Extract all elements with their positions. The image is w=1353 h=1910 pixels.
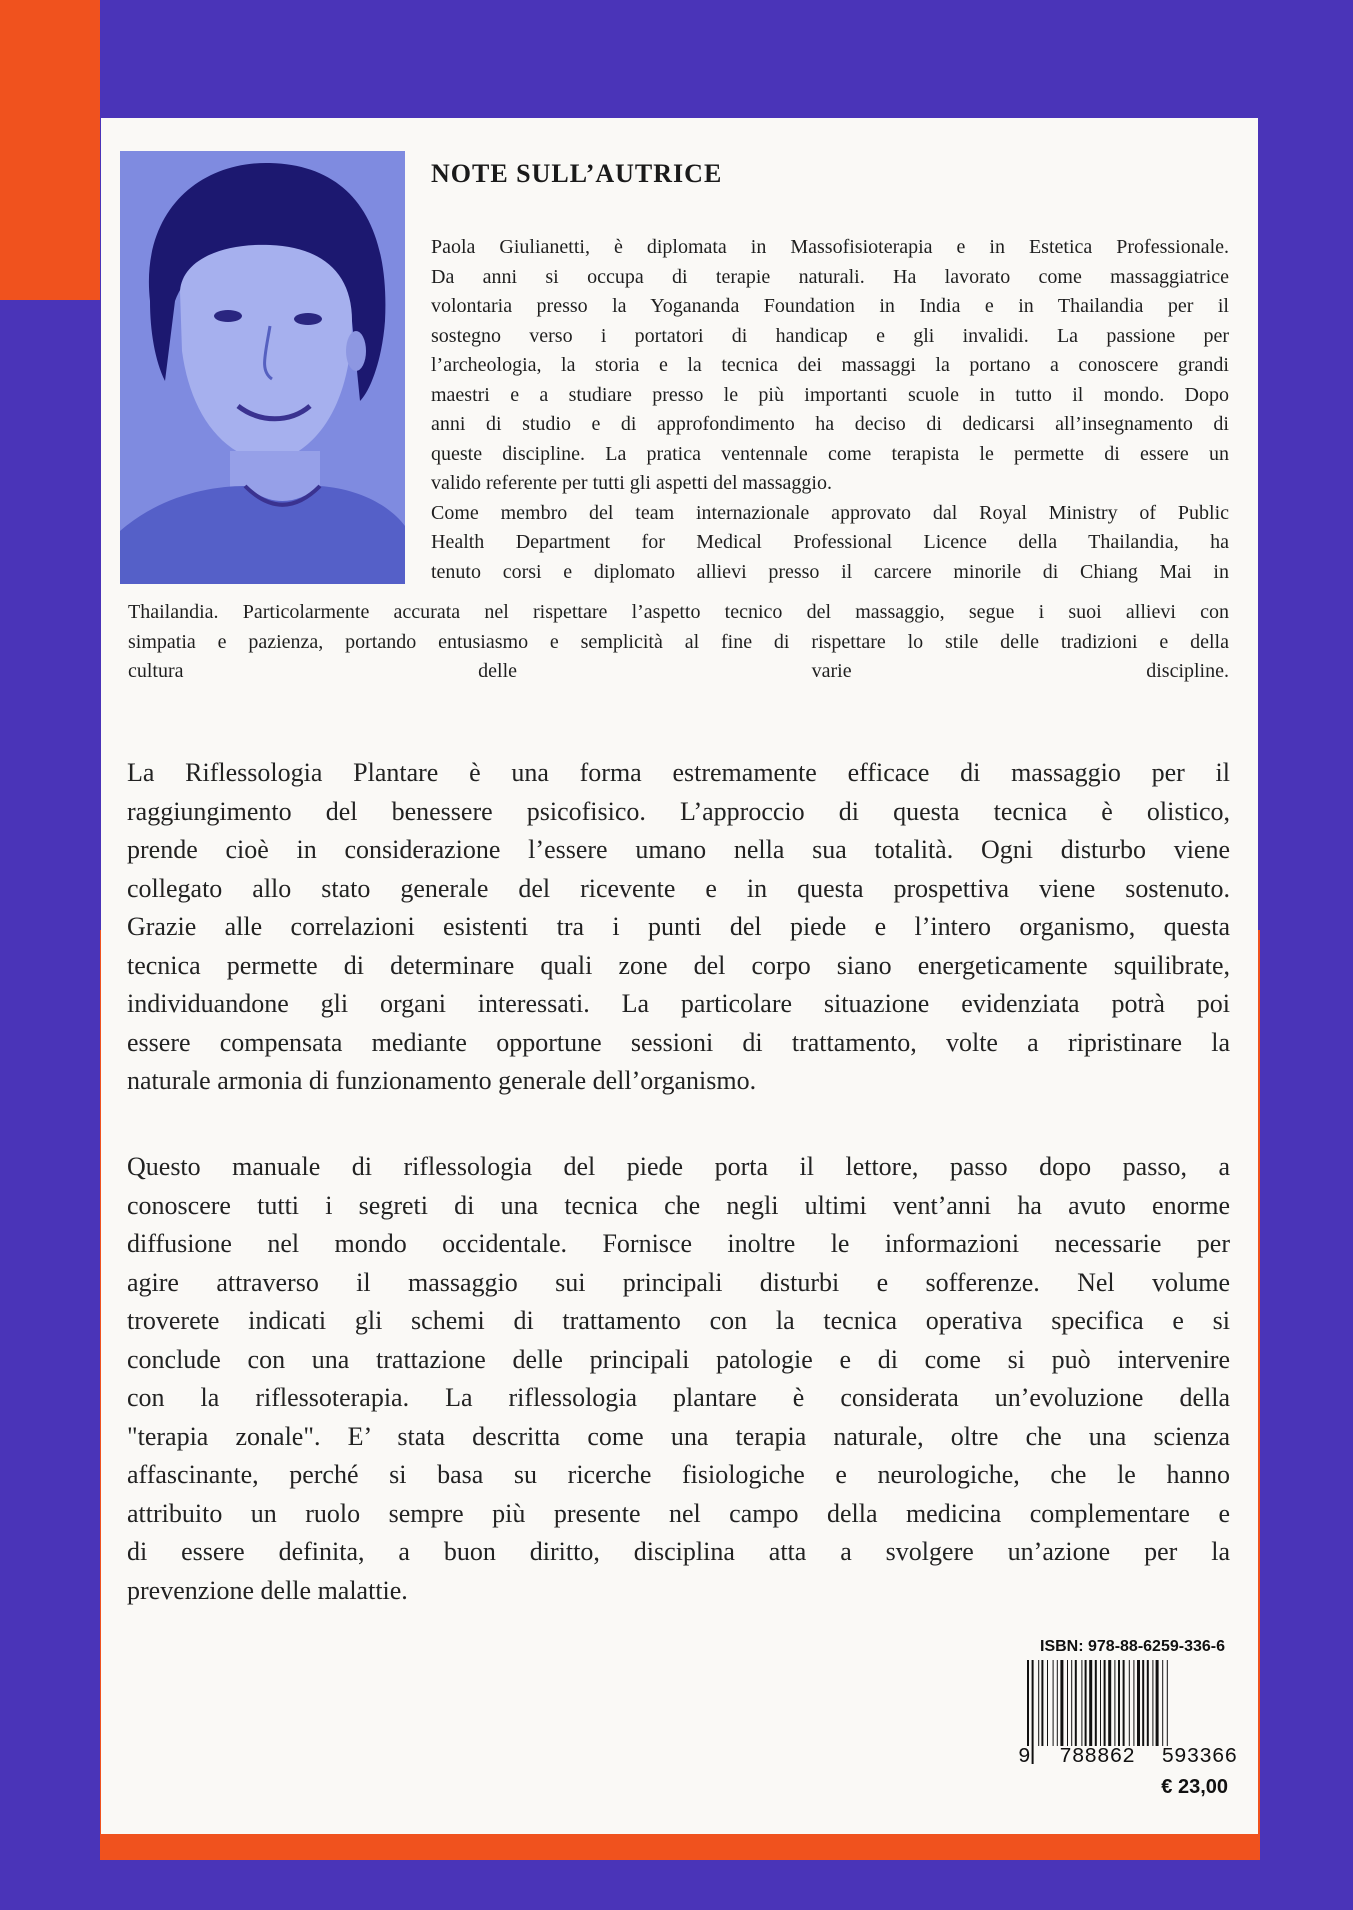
description-paragraph-2 — [127, 1148, 1230, 1610]
bio-line: Come membro del team internazionale approvato dal Royal Ministry of Public — [431, 501, 1229, 524]
paragraph-line: con la riflessoterapia. La riflessologia plantare è considerata un’evoluzione della — [127, 1383, 1230, 1412]
isbn-label: ISBN: 978-88-6259-336-6 — [1040, 1638, 1225, 1655]
paragraph-line: di essere definita, a buon diritto, disciplina atta a svolgere un’azione per la — [127, 1537, 1230, 1566]
bio-line: Thailandia. Particolarmente accurata nel rispettare l’aspetto tecnico del massaggio, segue i suoi allievi con — [128, 601, 1229, 623]
paragraph-line: troverete indicati gli schemi di trattamento con la tecnica operativa specifica e si — [127, 1306, 1230, 1335]
barcode-bar — [1137, 1660, 1140, 1746]
barcode-bar — [1067, 1660, 1068, 1746]
barcode-bar — [1104, 1660, 1106, 1746]
barcode-bar — [1129, 1660, 1130, 1746]
paragraph-line: conclude con una trattazione delle principali patologie e di come si può intervenire — [127, 1344, 1230, 1374]
author-note-heading: NOTE SULL’AUTRICE — [431, 159, 723, 188]
barcode-bar — [1057, 1660, 1058, 1746]
barcode-bar — [1123, 1660, 1125, 1746]
barcode-bar — [1085, 1660, 1087, 1746]
paragraph-line: conoscere tutti i segreti di una tecnica che negli ultimi vent’anni ha avuto enorme — [127, 1190, 1230, 1220]
barcode-bar — [1152, 1660, 1153, 1746]
bio-line: volontaria presso la Yogananda Foundation in India e in Thailandia per il — [431, 295, 1229, 317]
barcode-bar — [1047, 1660, 1048, 1746]
bio-line: queste discipline. La pratica ventennale come terapista le permette di essere un — [431, 442, 1229, 465]
bio-line: valido referente per tutti gli aspetti del massaggio. — [431, 472, 832, 494]
barcode-bar — [1053, 1660, 1054, 1746]
paragraph-line: Grazie alle correlazioni esistenti tra i punti del piede e l’intero organismo, questa — [127, 912, 1230, 941]
barcode-bar — [1089, 1660, 1092, 1746]
bio-line: tenuto corsi e diplomato allievi presso il carcere minorile di Chiang Mai in — [431, 560, 1229, 583]
barcode-bar — [1114, 1660, 1115, 1746]
barcode-bar — [1118, 1660, 1120, 1746]
bio-line: Da anni si occupa di terapie naturali. Ha lavorato come massaggiatrice — [431, 265, 1229, 288]
paragraph-line: affascinante, perché si basa su ricerche fisiologiche e neurologiche, che le hanno — [127, 1460, 1230, 1489]
bio-line: cultura delle varie discipline. — [128, 660, 1229, 682]
barcode-bar — [1108, 1660, 1111, 1746]
author-bio-full-width — [128, 598, 1229, 687]
paragraph-line: raggiungimento del benessere psicofisico. L’approccio di questa tecnica è olistico, — [127, 796, 1230, 826]
paragraph-line: Questo manuale di riflessologia del piede porta il lettore, passo dopo passo, a — [127, 1152, 1230, 1181]
description-paragraph-1 — [127, 754, 1230, 1101]
barcode-digits — [1018, 1746, 1238, 1769]
bio-line: anni di studio e di approfondimento ha deciso di dedicarsi all’insegnamento di — [431, 413, 1229, 435]
barcode-bar — [1071, 1660, 1072, 1746]
bio-line: sostegno verso i portatori di handicap e gli invalidi. La passione per — [431, 324, 1229, 347]
paragraph-line: attribuito un ruolo sempre più presente nel campo della medicina complementare e — [127, 1498, 1230, 1528]
price-label: € 23,00 — [1161, 1776, 1228, 1798]
paragraph-line: diffusione nel mondo occidentale. Fornisce inoltre le informazioni necessarie per — [127, 1229, 1230, 1258]
author-bio-beside-photo — [431, 233, 1229, 587]
barcode-digit-group-1: 788862 — [1059, 1746, 1135, 1769]
author-photo — [120, 151, 405, 584]
paragraph-line: essere compensata mediante opportune sessioni di trattamento, volte a ripristinare la — [127, 1027, 1230, 1057]
paragraph-line: prende cioè in considerazione l’essere umano nella sua totalità. Ogni disturbo viene — [127, 835, 1230, 864]
barcode-bar — [1162, 1660, 1163, 1746]
paragraph-line: naturale armonia di funzionamento generale dell’organismo. — [127, 1066, 757, 1095]
paragraph-line: agire attraverso il massaggio sui principali disturbi e sofferenze. Nel volume — [127, 1267, 1230, 1297]
barcode-digit-group-2: 593366 — [1161, 1746, 1238, 1769]
barcode-bar — [1060, 1660, 1063, 1746]
paragraph-line: "terapia zonale". E’ stata descritta come una terapia naturale, oltre che una scienza — [127, 1421, 1230, 1451]
paragraph-line: prevenzione delle malattie. — [127, 1575, 408, 1605]
barcode-bar — [1038, 1660, 1039, 1746]
orange-accent-top — [0, 0, 100, 300]
barcode-bar — [1041, 1660, 1043, 1746]
bio-line: Health Department for Medical Professional Licence della Thailandia, ha — [431, 531, 1229, 553]
paragraph-line: individuandone gli organi interessati. La particolare situazione evidenziata potrà poi — [127, 989, 1230, 1018]
barcode-bar — [1142, 1660, 1144, 1746]
barcode-bar — [1147, 1660, 1149, 1746]
paragraph-line: tecnica permette di determinare quali zone del corpo siano energeticamente squilibrate, — [127, 950, 1230, 980]
bio-line: simpatia e pazienza, portando entusiasmo e semplicità al fine di rispettare lo stile delle tradizioni e della — [128, 630, 1229, 653]
barcode-digit-first: 9 — [1018, 1746, 1031, 1769]
barcode-bar — [1075, 1660, 1077, 1746]
barcode-bar — [1081, 1660, 1082, 1746]
paragraph-line: La Riflessologia Plantare è una forma estremamente efficace di massaggio per il — [127, 758, 1230, 787]
paragraph-line: collegato allo stato generale del ricevente e in questa prospettiva viene sostenuto. — [127, 873, 1230, 903]
bio-line: Paola Giulianetti, è diplomata in Massofisioterapia e in Estetica Professionale. — [431, 236, 1229, 258]
bio-line: maestri e a studiare presso le più importanti scuole in tutto il mondo. Dopo — [431, 383, 1229, 406]
barcode-bar — [1156, 1660, 1159, 1746]
barcode-bar — [1133, 1660, 1134, 1746]
bio-line: l’archeologia, la storia e la tecnica dei massaggi la portano a conoscere grandi — [431, 354, 1229, 376]
